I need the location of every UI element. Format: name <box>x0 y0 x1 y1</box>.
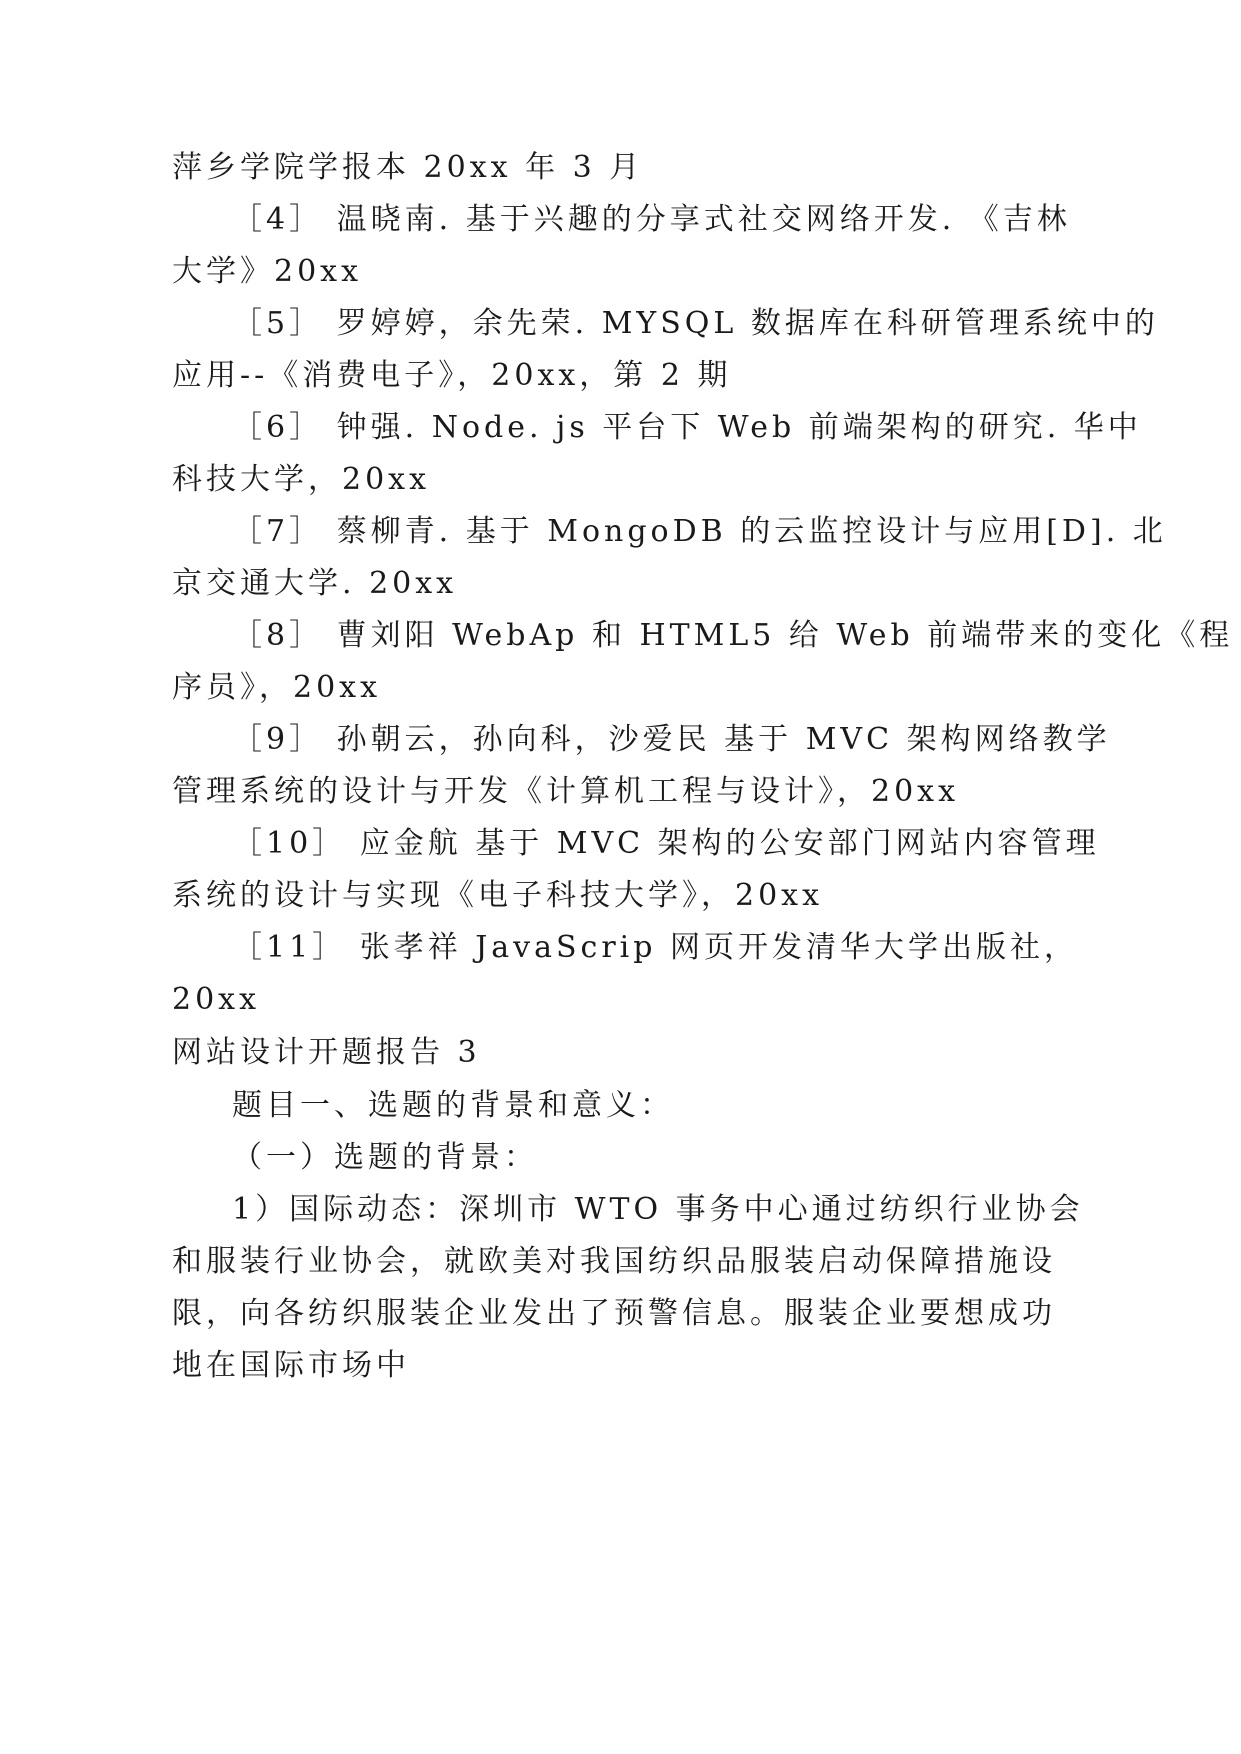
text-line: 京交通大学. 20xx <box>172 566 458 601</box>
text-line: 管理系统的设计与开发《计算机工程与设计》，20xx <box>172 774 960 809</box>
text-line: 序员》，20xx <box>172 670 382 705</box>
text-line: 系统的设计与实现《电子科技大学》，20xx <box>172 878 824 913</box>
reference-entry: ［4］ 温晓南. 基于兴趣的分享式社交网络开发. 《吉林 <box>232 202 1071 237</box>
reference-entry: ［10］ 应金航 基于 MVC 架构的公安部门网站内容管理 <box>232 826 1100 861</box>
reference-entry: ［11］ 张孝祥 JavaScrip 网页开发清华大学出版社， <box>232 930 1079 965</box>
text-line: 应用--《消费电子》，20xx，第 2 期 <box>172 358 732 393</box>
subheading: 题目一、选题的背景和意义： <box>232 1088 674 1123</box>
text-line: 萍乡学院学报本 20xx 年 3 月 <box>172 150 644 185</box>
subheading: （一）选题的背景： <box>232 1140 538 1175</box>
paragraph-line: 地在国际市场中 <box>172 1348 410 1383</box>
reference-entry: ［8］ 曹刘阳 WebAp 和 HTML5 给 Web 前端带来的变化《程 <box>232 618 1234 653</box>
reference-entry: ［7］ 蔡柳青. 基于 MongoDB 的云监控设计与应用[D]. 北 <box>232 514 1167 549</box>
reference-entry: ［5］ 罗婷婷，余先荣. MYSQL 数据库在科研管理系统中的 <box>232 306 1159 341</box>
paragraph-line: 限，向各纺织服装企业发出了预警信息。服装企业要想成功 <box>172 1296 1056 1331</box>
paragraph-line: 1）国际动态：深圳市 WTO 事务中心通过纺织行业协会 <box>232 1192 1084 1227</box>
text-line: 20xx <box>172 982 261 1017</box>
text-line: 科技大学，20xx <box>172 462 431 497</box>
reference-entry: ［9］ 孙朝云，孙向科，沙爱民 基于 MVC 架构网络教学 <box>232 722 1111 757</box>
section-heading: 网站设计开题报告 3 <box>172 1035 481 1070</box>
text-line: 大学》20xx <box>172 254 363 289</box>
reference-entry: ［6］ 钟强. Node. js 平台下 Web 前端架构的研究. 华中 <box>232 410 1142 445</box>
paragraph-line: 和服装行业协会，就欧美对我国纺织品服装启动保障措施设 <box>172 1244 1056 1279</box>
